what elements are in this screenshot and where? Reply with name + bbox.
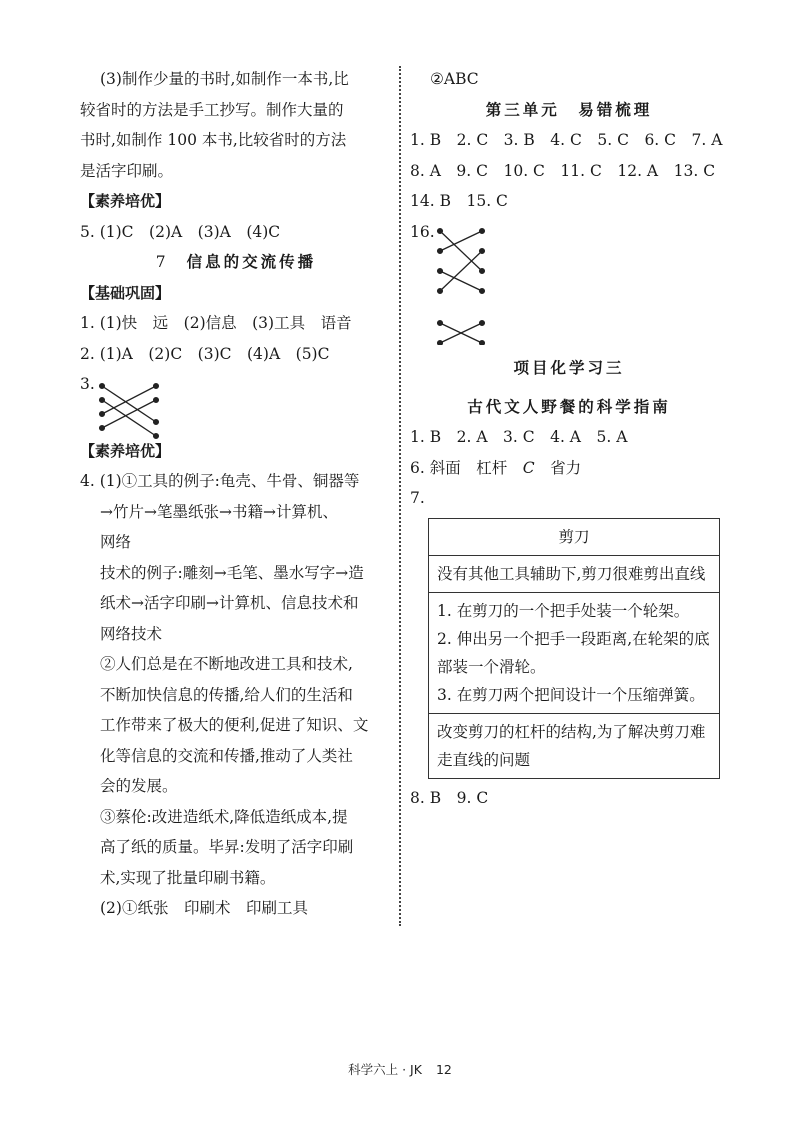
- answer-row: 8. B 9. C: [410, 788, 489, 807]
- solution-item: 2. 伸出另一个把手一段距离,在轮架的底部装一个滑轮。: [437, 629, 710, 676]
- answer-6-prefix: 6. 斜面 杠杆: [410, 458, 523, 477]
- intro-line: 较省时的方法是手工抄写。制作大量的: [80, 100, 344, 119]
- answer-row: 14. B 15. C: [410, 192, 508, 210]
- answer-4-line: 会的发展。: [100, 777, 178, 795]
- answer-1: 1. (1)快 远 (2)信息 (3)工具 语音: [80, 314, 352, 332]
- unit-heading: 第三单元 易错梳理: [485, 100, 653, 119]
- table-solutions: [429, 592, 720, 713]
- answer-row: 8. A 9. C 10. C 11. C 12. A 13. C: [410, 161, 716, 180]
- answer-4-line: 纸术→活字印刷→计算机、信息技术和: [100, 594, 359, 612]
- scissors-table: [428, 518, 720, 779]
- project-heading: 项目化学习三: [513, 359, 625, 377]
- answer-4-line: 不断加快信息的传播,给人们的生活和: [100, 685, 353, 704]
- lesson-number: 7: [155, 253, 169, 271]
- intro-line: (3)制作少量的书时,如制作一本书,比: [100, 70, 349, 88]
- answer-5: 5. (1)C (2)A (3)A (4)C: [80, 222, 281, 241]
- section-label: 【素养培优】: [80, 192, 171, 210]
- lesson-heading: [80, 247, 392, 278]
- answer-6-italic: C: [522, 458, 535, 477]
- answer-row-6: [410, 453, 728, 484]
- table-problem: 没有其他工具辅助下,剪刀很难剪出直线: [429, 555, 720, 592]
- solution-item: 1. 在剪刀的一个把手处装一个轮架。: [437, 601, 690, 620]
- answer-row: 1. B 2. A 3. C 4. A 5. A: [410, 428, 628, 446]
- section-label: 【素养培优】: [80, 441, 171, 460]
- right-column: [410, 64, 728, 813]
- answer-4-line: 工作带来了极大的便利,促进了知识、文: [100, 716, 369, 734]
- lesson-title: 信息的交流传播: [186, 253, 317, 271]
- footer-page-number: 12: [435, 1062, 452, 1077]
- answer-4-line: 化等信息的交流和传播,推动了人类社: [100, 746, 353, 765]
- intro-line: 是活字印刷。: [80, 161, 174, 180]
- answer-16-label: 16.: [410, 222, 435, 241]
- solution-item: 3. 在剪刀两个把间设计一个压缩弹簧。: [437, 685, 705, 704]
- answer-3-label: 3.: [80, 375, 95, 393]
- matching-diagram-3: [80, 382, 200, 442]
- answer-4-line: →竹片→笔墨纸张→书籍→计算机、: [100, 502, 338, 521]
- answer-2: 2. (1)A (2)C (3)C (4)A (5)C: [80, 344, 330, 363]
- answer-4-line: 4. (1)①工具的例子:龟壳、牛骨、铜器等: [80, 472, 360, 490]
- table-title: 剪刀: [429, 518, 720, 555]
- answer-4-line: 网络: [100, 533, 132, 551]
- intro-line: 书时,如制作 100 本书,比较省时的方法: [80, 131, 347, 149]
- table-purpose: 改变剪刀的杠杆的结构,为了解决剪刀难走直线的问题: [429, 713, 720, 778]
- answer-4-line: 技术的例子:雕刻→毛笔、墨水写字→造: [100, 563, 364, 582]
- answer-4-line: ③蔡伦:改进造纸术,降低造纸成本,提: [100, 807, 348, 826]
- project-subtitle: 古代文人野餐的科学指南: [467, 397, 671, 416]
- left-column: [80, 64, 392, 924]
- page-footer: [0, 1060, 800, 1078]
- answer-7-label: 7.: [410, 489, 425, 507]
- column-divider: [399, 66, 401, 926]
- answer-4-line: 高了纸的质量。毕昇:发明了活字印刷: [100, 838, 354, 856]
- answer-row: 1. B 2. C 3. B 4. C 5. C 6. C 7. A: [410, 131, 723, 149]
- answer-4-line: ②人们总是在不断地改进工具和技术,: [100, 655, 353, 673]
- answer-6-suffix: 省力: [534, 458, 582, 477]
- answer-4-line: (2)①纸张 印刷术 印刷工具: [100, 899, 308, 917]
- footer-book: 科学六上 · JK: [348, 1062, 422, 1077]
- answer-4-line: 术,实现了批量印刷书籍。: [100, 868, 276, 887]
- top-answer: ②ABC: [430, 70, 479, 88]
- section-label: 【基础巩固】: [80, 283, 171, 302]
- answer-4-line: 网络技术: [100, 624, 163, 643]
